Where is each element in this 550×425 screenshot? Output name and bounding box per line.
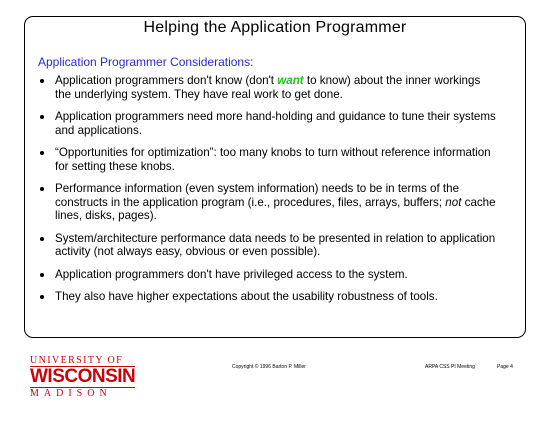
bullet-icon (40, 151, 44, 155)
bullet-item: They also have higher expectations about the usability robustness of tools. (38, 290, 498, 304)
logo-top-text: UNIVERSITY OF (30, 355, 135, 367)
bullet-item: Application programmers need more hand-holding and guidance to tune their systems and applications. (38, 110, 498, 137)
slide-title: Helping the Application Programmer (143, 19, 407, 36)
bullet-icon (40, 79, 44, 83)
emphasis-text: not (445, 195, 462, 209)
university-logo (30, 355, 135, 399)
bullet-icon (40, 187, 44, 191)
bullet-item: Performance information (even system information) needs to be in terms of the constructs in the application program (i.e., procedures, files, arrays, buffers; not cache lines, disks, pages). (38, 182, 498, 223)
bullet-item: “Opportunities for optimization”: too many knobs to turn without reference information for setting these knobs. (38, 146, 498, 173)
footer-page-number: Page 4 (497, 364, 513, 370)
bullet-icon (40, 273, 44, 277)
emphasis-text: want (277, 74, 304, 87)
footer-event: ARPA CSS PI Meeting (425, 364, 475, 370)
logo-wordmark: WISCONSIN (30, 366, 136, 387)
slide-subtitle: Application Programmer Considerations: (38, 55, 254, 69)
bullet-item: Application programmers don't know (don't want to know) about the inner workings the underlying system. They have real work to get done. (38, 74, 498, 101)
logo-bottom-text: MADISON (30, 387, 135, 399)
bullet-icon (40, 237, 44, 241)
bullet-icon (40, 295, 44, 299)
bullet-item: System/architecture performance data needs to be presented in relation to application activity (not always easy, obvious or even possible). (38, 232, 498, 259)
bullet-item: Application programmers don't have privileged access to the system. (38, 268, 498, 282)
footer-copyright: Copyright © 1996 Barton P. Miller (232, 364, 306, 370)
bullet-list (38, 74, 498, 312)
bullet-icon (40, 115, 44, 119)
